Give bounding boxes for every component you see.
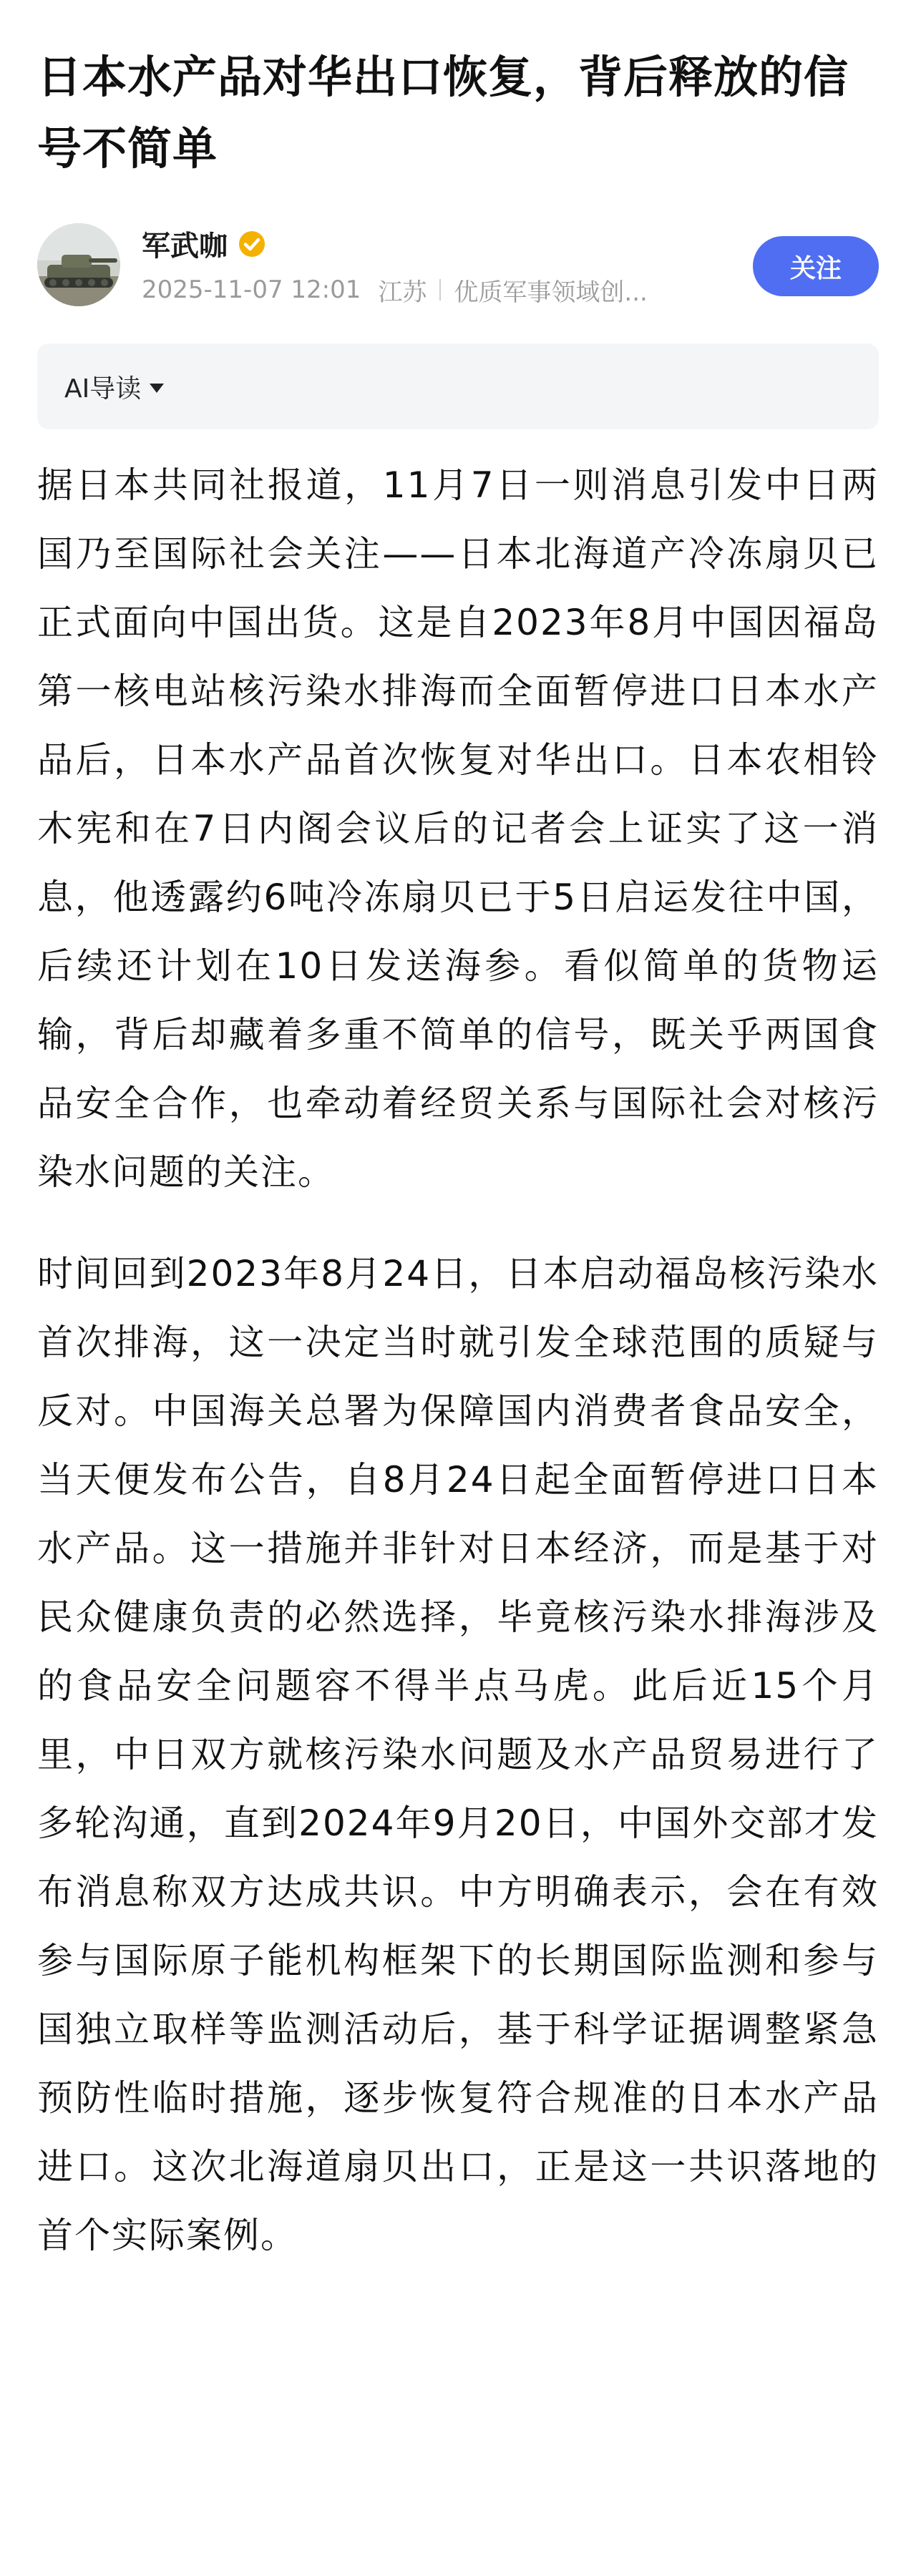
meta-divider bbox=[439, 279, 441, 301]
article-paragraph: 时间回到2023年8月24日，日本启动福岛核污染水首次排海，这一决定当时就引发全球范围的质疑与反对。中国海关总署为保障国内消费者食品安全，当天便发布公告，自8月24日起全面暂停进口日本水产品。这一措施并非针对日本经济，而是基于对民众健康负责的必然选择，毕竟核污染水排海涉及的食品安全问题容不得半点马虎。此后近15个月里，中日双方就核污染水问题及水产品贸易进行了多轮沟通，直到2024年9月20日，中国外交部才发布消息称双方达成共识。中方明确表示，会在有效参与国际原子能机构框架下的长期国际监测和参与国独立取样等监测活动后，基于科学证据调整紧急预防性临时措施，逐步恢复符合规准的日本水产品进口。这次北海道扇贝出口，正是这一共识落地的首个实际案例。 bbox=[37, 1253, 879, 2256]
follow-button[interactable]: 关注 bbox=[753, 236, 879, 296]
author-meta bbox=[142, 273, 648, 308]
author-name-line bbox=[142, 223, 648, 265]
author-header bbox=[37, 220, 879, 309]
author-tagline: 优质军事领域创... bbox=[454, 278, 648, 307]
article-title: 日本水产品对华出口恢复，背后释放的信号不简单 bbox=[37, 51, 849, 175]
author-name[interactable]: 军武咖 bbox=[142, 230, 228, 263]
ai-guide-toggle[interactable] bbox=[37, 343, 879, 429]
caret-down-icon bbox=[150, 384, 164, 393]
article-body bbox=[37, 451, 879, 2270]
tank-avatar-icon[interactable] bbox=[37, 223, 120, 306]
author-info bbox=[142, 223, 648, 308]
publish-location: 江苏 bbox=[378, 278, 427, 307]
ai-guide-label: AI导读 bbox=[64, 374, 142, 404]
article-paragraph: 据日本共同社报道，11月7日一则消息引发中日两国乃至国际社会关注——日本北海道产冷冻扇贝已正式面向中国出货。这是自2023年8月中国因福岛第一核电站核污染水排海而全面暂停进口日本水产品后，日本水产品首次恢复对华出口。日本农相铃木宪和在7日内阁会议后的记者会上证实了这一消息，他透露约6吨冷冻扇贝已于5日启运发往中国，后续还计划在10日发送海参。看似简单的货物运输，背后却藏着多重不简单的信号，既关乎两国食品安全合作，也牵动着经贸关系与国际社会对核污染水问题的关注。 bbox=[37, 464, 879, 1193]
publish-datetime: 2025-11-07 12:01 bbox=[142, 275, 361, 304]
verified-badge-icon bbox=[238, 230, 266, 258]
